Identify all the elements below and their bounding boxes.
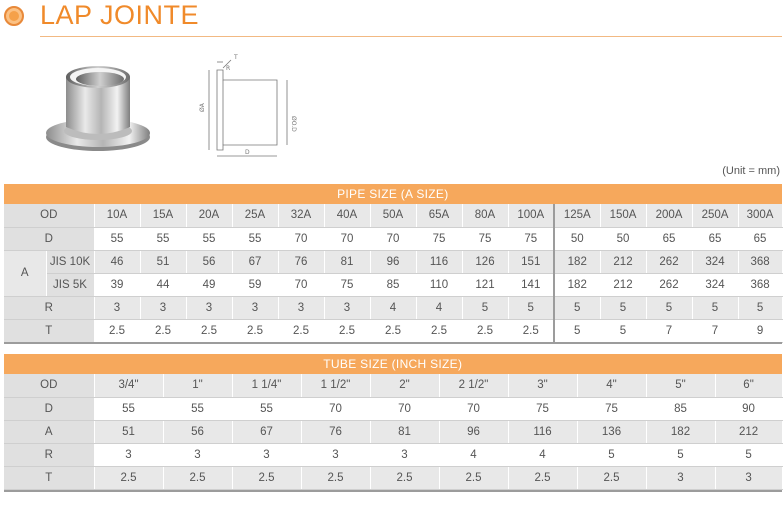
- cell-d: 55: [232, 227, 278, 250]
- cell-d: 75: [508, 227, 554, 250]
- cell-jis10k: 368: [738, 250, 782, 273]
- cell-sizes: 65A: [416, 204, 462, 227]
- row-label-od: OD: [4, 204, 94, 227]
- row-label-r: R: [4, 296, 94, 319]
- cell-t: 2.5: [577, 466, 646, 489]
- dimension-drawing: [195, 50, 305, 162]
- cell-d: 65: [692, 227, 738, 250]
- cell-r: 3: [301, 443, 370, 466]
- cell-sizes: 32A: [278, 204, 324, 227]
- cell-jis10k: 182: [554, 250, 600, 273]
- cell-t: 2.5: [508, 319, 554, 342]
- pipe-size-band: PIPE SIZE (A SIZE): [4, 184, 782, 204]
- cell-r: 5: [646, 296, 692, 319]
- pipe-size-table: [4, 184, 783, 343]
- cell-jis10k: 56: [186, 250, 232, 273]
- cell-d: 75: [416, 227, 462, 250]
- cell-t: 2.5: [163, 466, 232, 489]
- cell-r: 3: [94, 296, 140, 319]
- cell-jis5k: 85: [370, 273, 416, 296]
- cell-d: 70: [324, 227, 370, 250]
- cell-sizes: 2": [370, 374, 439, 397]
- cell-sizes: 3": [508, 374, 577, 397]
- drawing-label-a: ØA: [199, 103, 206, 112]
- cell-sizes: 300A: [738, 204, 782, 227]
- cell-sizes: 200A: [646, 204, 692, 227]
- cell-d: 55: [140, 227, 186, 250]
- row-label-od: OD: [4, 374, 94, 397]
- pipe-table-end-rule: [4, 342, 782, 344]
- cell-t: 2.5: [370, 319, 416, 342]
- row-label-t: T: [4, 466, 94, 489]
- cell-sizes: 10A: [94, 204, 140, 227]
- cell-jis5k: 212: [600, 273, 646, 296]
- cell-d: 90: [715, 397, 782, 420]
- cell-jis5k: 182: [554, 273, 600, 296]
- cell-d: 55: [232, 397, 301, 420]
- cell-a: 116: [508, 420, 577, 443]
- cell-d: 70: [439, 397, 508, 420]
- cell-t: 2.5: [94, 319, 140, 342]
- cell-t: 2.5: [232, 466, 301, 489]
- cell-sizes: 1 1/2": [301, 374, 370, 397]
- cell-a: 67: [232, 420, 301, 443]
- cell-d: 65: [738, 227, 782, 250]
- cell-r: 4: [508, 443, 577, 466]
- tube-d-row: [4, 397, 782, 420]
- row-label-d: D: [4, 227, 94, 250]
- cell-t: 2.5: [232, 319, 278, 342]
- cell-sizes: 2 1/2": [439, 374, 508, 397]
- cell-t: 2.5: [140, 319, 186, 342]
- tube-a-row: [4, 420, 782, 443]
- cell-jis5k: 121: [462, 273, 508, 296]
- cell-d: 55: [94, 227, 140, 250]
- cell-a: 212: [715, 420, 782, 443]
- cell-d: 70: [278, 227, 324, 250]
- row-label-t: T: [4, 319, 94, 342]
- cell-t: 3: [646, 466, 715, 489]
- cell-a: 81: [370, 420, 439, 443]
- tube-od-row: [4, 374, 782, 397]
- tube-size-table: [4, 354, 783, 490]
- cell-t: 2.5: [186, 319, 232, 342]
- cell-a: 182: [646, 420, 715, 443]
- cell-t: 2.5: [324, 319, 370, 342]
- cell-r: 4: [439, 443, 508, 466]
- cell-t: 5: [554, 319, 600, 342]
- row-label-a: A: [4, 250, 46, 296]
- cell-jis10k: 81: [324, 250, 370, 273]
- cell-jis5k: 70: [278, 273, 324, 296]
- cell-sizes: 6": [715, 374, 782, 397]
- cell-sizes: 1 1/4": [232, 374, 301, 397]
- cell-r: 3: [370, 443, 439, 466]
- drawing-label-od: ØO.D: [290, 116, 297, 132]
- cell-jis10k: 262: [646, 250, 692, 273]
- cell-sizes: 15A: [140, 204, 186, 227]
- cell-r: 3: [278, 296, 324, 319]
- tube-t-row: [4, 466, 782, 489]
- cell-r: 5: [646, 443, 715, 466]
- cell-jis10k: 51: [140, 250, 186, 273]
- row-label-jis5k: JIS 5K: [46, 273, 94, 296]
- page-header: [0, 0, 784, 38]
- row-label-d: D: [4, 397, 94, 420]
- cell-r: 3: [140, 296, 186, 319]
- cell-a: 51: [94, 420, 163, 443]
- cell-jis5k: 141: [508, 273, 554, 296]
- tube-r-row: [4, 443, 782, 466]
- cell-r: 4: [370, 296, 416, 319]
- cell-d: 75: [462, 227, 508, 250]
- cell-jis5k: 49: [186, 273, 232, 296]
- cell-jis10k: 96: [370, 250, 416, 273]
- cell-r: 5: [554, 296, 600, 319]
- cell-d: 70: [370, 397, 439, 420]
- tube-table-end-rule: [4, 490, 782, 492]
- cell-d: 50: [600, 227, 646, 250]
- cell-jis5k: 39: [94, 273, 140, 296]
- cell-t: 2.5: [278, 319, 324, 342]
- cell-jis5k: 110: [416, 273, 462, 296]
- row-label-jis10k: JIS 10K: [46, 250, 94, 273]
- cell-r: 3: [186, 296, 232, 319]
- cell-d: 55: [163, 397, 232, 420]
- cell-jis10k: 324: [692, 250, 738, 273]
- cell-r: 5: [738, 296, 782, 319]
- cell-d: 85: [646, 397, 715, 420]
- cell-jis10k: 151: [508, 250, 554, 273]
- drawing-label-t: T: [234, 54, 238, 61]
- cell-jis10k: 116: [416, 250, 462, 273]
- cell-sizes: 80A: [462, 204, 508, 227]
- title-underline: [40, 36, 782, 37]
- cell-sizes: 150A: [600, 204, 646, 227]
- pipe-r-row: [4, 296, 782, 319]
- pipe-t-row: [4, 319, 782, 342]
- cell-t: 2.5: [370, 466, 439, 489]
- row-label-r: R: [4, 443, 94, 466]
- cell-sizes: 25A: [232, 204, 278, 227]
- cell-r: 5: [600, 296, 646, 319]
- unit-note: (Unit = mm): [722, 165, 780, 177]
- cell-sizes: 4": [577, 374, 646, 397]
- cell-jis5k: 75: [324, 273, 370, 296]
- cell-r: 5: [692, 296, 738, 319]
- cell-sizes: 5": [646, 374, 715, 397]
- pipe-d-row: [4, 227, 782, 250]
- cell-t: 7: [646, 319, 692, 342]
- cell-jis5k: 262: [646, 273, 692, 296]
- drawing-label-d: D: [245, 149, 250, 156]
- cell-r: 3: [163, 443, 232, 466]
- cell-sizes: 3/4": [94, 374, 163, 397]
- cell-sizes: 125A: [554, 204, 600, 227]
- cell-sizes: 40A: [324, 204, 370, 227]
- cell-jis10k: 76: [278, 250, 324, 273]
- cell-t: 2.5: [439, 466, 508, 489]
- cell-r: 5: [577, 443, 646, 466]
- cell-d: 65: [646, 227, 692, 250]
- cell-r: 5: [508, 296, 554, 319]
- cell-t: 7: [692, 319, 738, 342]
- cell-t: 9: [738, 319, 782, 342]
- page-title: LAP JOINTE: [40, 0, 200, 30]
- cell-sizes: 100A: [508, 204, 554, 227]
- cell-r: 5: [715, 443, 782, 466]
- cell-jis10k: 126: [462, 250, 508, 273]
- cell-d: 70: [370, 227, 416, 250]
- cell-d: 70: [301, 397, 370, 420]
- cell-sizes: 250A: [692, 204, 738, 227]
- cell-jis10k: 212: [600, 250, 646, 273]
- cell-sizes: 1": [163, 374, 232, 397]
- cell-jis5k: 59: [232, 273, 278, 296]
- cell-t: 2.5: [416, 319, 462, 342]
- drawing-label-r: R: [226, 65, 231, 72]
- cell-a: 76: [301, 420, 370, 443]
- cell-r: 4: [416, 296, 462, 319]
- cell-t: 5: [600, 319, 646, 342]
- cell-jis5k: 368: [738, 273, 782, 296]
- title-bullet-icon: [4, 6, 24, 26]
- cell-t: 2.5: [508, 466, 577, 489]
- cell-t: 2.5: [462, 319, 508, 342]
- lap-joint-photo: [40, 55, 170, 155]
- cell-jis10k: 46: [94, 250, 140, 273]
- cell-jis5k: 44: [140, 273, 186, 296]
- pipe-jis5k-row: [4, 273, 782, 296]
- cell-d: 50: [554, 227, 600, 250]
- cell-t: 3: [715, 466, 782, 489]
- pipe-od-row: [4, 204, 782, 227]
- cell-d: 55: [186, 227, 232, 250]
- cell-sizes: 50A: [370, 204, 416, 227]
- cell-sizes: 20A: [186, 204, 232, 227]
- cell-d: 75: [508, 397, 577, 420]
- cell-r: 3: [324, 296, 370, 319]
- cell-r: 3: [232, 443, 301, 466]
- cell-a: 56: [163, 420, 232, 443]
- cell-r: 5: [462, 296, 508, 319]
- cell-t: 2.5: [301, 466, 370, 489]
- cell-d: 55: [94, 397, 163, 420]
- cell-r: 3: [232, 296, 278, 319]
- row-label-a: A: [4, 420, 94, 443]
- cell-a: 136: [577, 420, 646, 443]
- cell-t: 2.5: [94, 466, 163, 489]
- pipe-jis10k-row: [4, 250, 782, 273]
- tube-size-band: TUBE SIZE (INCH SIZE): [4, 354, 782, 374]
- cell-jis5k: 324: [692, 273, 738, 296]
- cell-d: 75: [577, 397, 646, 420]
- cell-r: 3: [94, 443, 163, 466]
- cell-a: 96: [439, 420, 508, 443]
- cell-jis10k: 67: [232, 250, 278, 273]
